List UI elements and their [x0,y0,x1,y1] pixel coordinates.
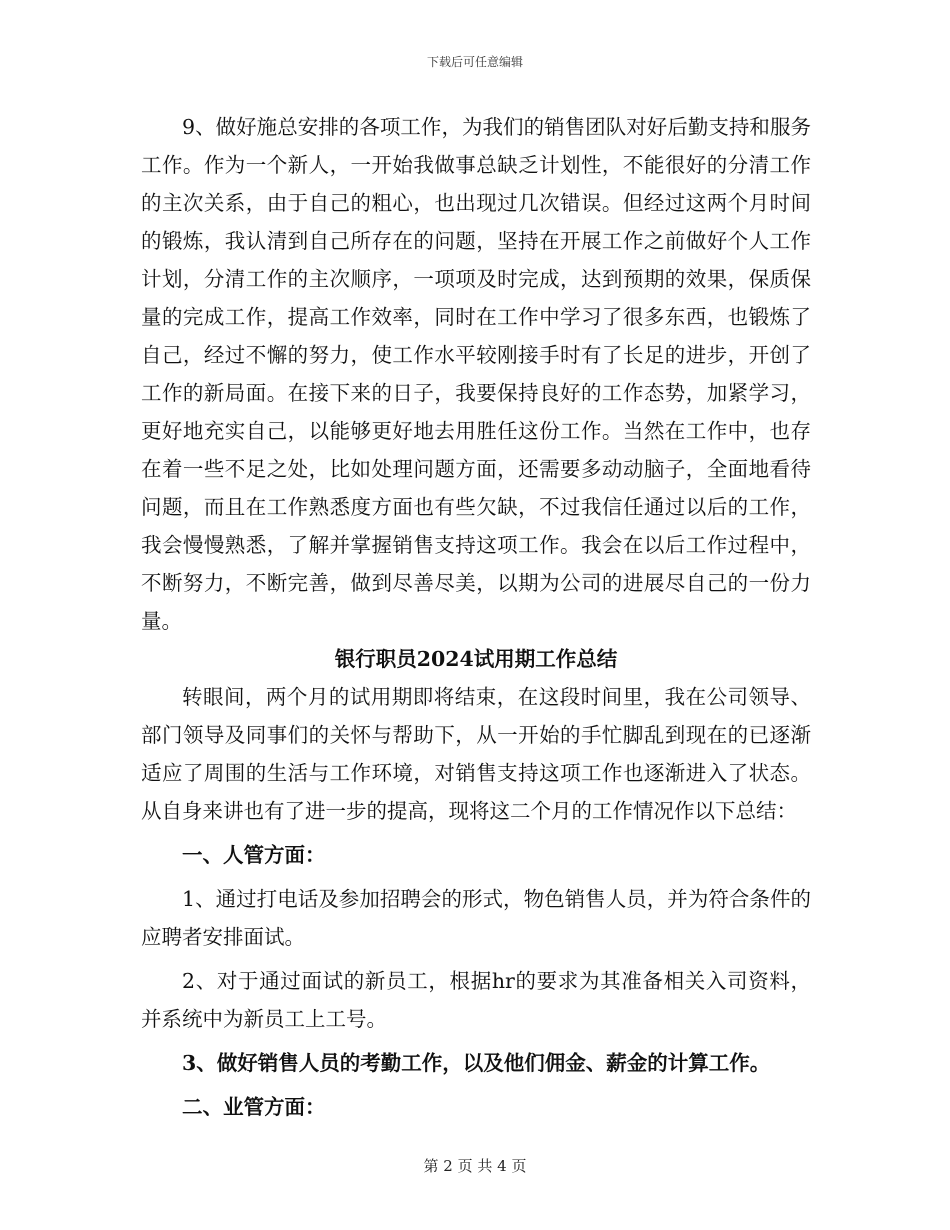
paragraph-work-summary: 9、做好施总安排的各项工作，为我们的销售团队对好后勤支持和服务工作。作为一个新人，一开始我做事总缺乏计划性，不能很好的分清工作的主次关系，由于自己的粗心，也出现过几次错误。但经过这两个月时间的锻炼，我认清到自己所存在的问题，坚持在开展工作之前做好个人工作计划，分清工作的主次顺序，一项项及时完成，达到预期的效果，保质保量的完成工作，提高工作效率，同时在工作中学习了很多东西，也锻炼了自己，经过不懈的努力，使工作水平较刚接手时有了长足的进步，开创了工作的新局面。在接下来的日子，我要保持良好的工作态势，加紧学习，更好地充实自己，以能够更好地去用胜任这份工作。当然在工作中，也存在着一些不足之处，比如处理问题方面，还需要多动动脑子，全面地看待问题，而且在工作熟悉度方面也有些欠缺，不过我信任通过以后的工作，我会慢慢熟悉，了解并掌握销售支持这项工作。我会在以后工作过程中，不断努力，不断完善，做到尽善尽美，以期为公司的进展尽自己的一份力量。 [141,115,811,633]
document-body [141,108,811,1126]
heading-business: 二、业管方面： [182,1095,326,1119]
list-item-3: 3、做好销售人员的考勤工作，以及他们佣金、薪金的计算工作。 [182,1051,771,1075]
heading-personnel: 一、人管方面： [182,843,326,867]
page-footer: 第 2 页 共 4 页 [423,1157,527,1175]
paragraph-intro: 转眼间，两个月的试用期即将结束，在这段时间里，我在公司领导、部门领导及同事们的关怀与帮助下，从一开始的手忙脚乱到现在的已逐渐适应了周围的生活与工作环境，对销售支持这项工作也逐渐进入了状态。从自身来讲也有了进一步的提高，现将这二个月的工作情况作以下总结： [141,685,811,823]
section-title: 银行职员2024试用期工作总结 [334,647,618,671]
list-item-1: 1、通过打电话及参加招聘会的形式，物色销售人员，并为符合条件的应聘者安排面试。 [141,887,811,949]
list-item-2: 2、对于通过面试的新员工，根据hr的要求为其准备相关入司资料，并系统中为新员工上工号。 [141,969,811,1031]
page-header: 下载后可任意编辑 [426,55,523,69]
